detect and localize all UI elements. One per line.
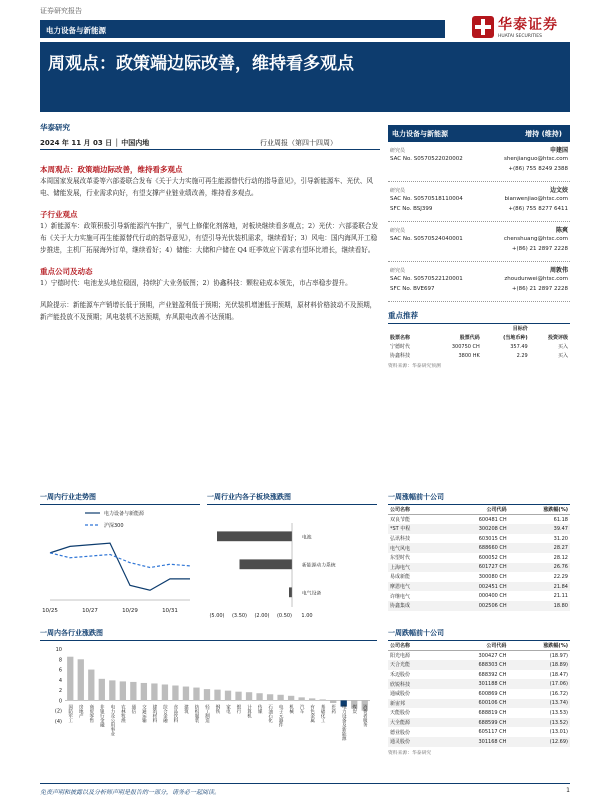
table-cell: 300208 CH — [440, 524, 508, 534]
y-tick-label: 10 — [55, 647, 62, 653]
risk-warning: 风险提示：新能源车产销增长低于预期，产业链盈利低于预期；光伏装机增速低于预期，原材料价格波动不及预期，新产能投放不及预期；风电装机不达预期，弃风限电改善不达预期。 — [40, 301, 377, 321]
category-label: 纺织服装 — [193, 704, 199, 723]
table-cell: 协鑫集成 — [388, 601, 440, 611]
bar — [277, 695, 283, 701]
table-cell: (13.74) — [508, 699, 570, 709]
category-label: 食品饮料 — [172, 704, 178, 723]
sac-number: SAC No. S0570522120001 — [390, 276, 463, 282]
report-kind: 行业周报（第四十四周） — [260, 139, 337, 147]
category-label: 银行 — [236, 704, 242, 714]
bar-label: 电池 — [302, 535, 312, 541]
table-cell: 电气风电 — [388, 543, 440, 553]
analyst-phone: +(86) 755 8249 2388 — [508, 166, 568, 172]
subsector-chart — [207, 492, 377, 627]
table-cell: 东望时代 — [390, 555, 411, 562]
table-header: 股票名称 — [390, 335, 411, 341]
table-cell: (16.72) — [549, 690, 568, 697]
table-title: 一周跌幅前十公司 — [388, 629, 444, 637]
category-label: 传媒 — [257, 704, 263, 714]
table-cell: 摩恩电气 — [388, 582, 440, 592]
analyst-email[interactable]: zhoudunwei@htsc.com — [504, 276, 568, 282]
chart-title: 一周内各行业涨跌图 — [40, 629, 103, 637]
industries-svg — [40, 641, 377, 781]
table-row — [388, 534, 570, 544]
category-label: 综合金融 — [162, 704, 168, 723]
table-cell: 39.47 — [509, 524, 570, 534]
industries-chart — [40, 628, 377, 783]
role: 研究员 — [390, 188, 406, 194]
table-row — [388, 737, 570, 747]
bar — [172, 686, 178, 701]
table-header: 公司名称 — [388, 641, 440, 651]
x-tick-label: 1.00 — [301, 613, 313, 619]
table-cell: 易成新能 — [390, 574, 411, 581]
y-tick-label: 4 — [58, 677, 62, 684]
bar — [130, 682, 136, 701]
table-row — [388, 553, 570, 563]
table-cell: 大全能源 — [388, 718, 440, 728]
table-cell: 21.84 — [509, 582, 570, 592]
table-row — [388, 563, 570, 573]
side-column — [388, 125, 570, 369]
bar — [330, 700, 336, 703]
table-row — [388, 718, 570, 728]
table-cell: (13.01) — [549, 729, 568, 736]
sac-number: SAC No. S0570522020002 — [390, 156, 463, 162]
category-label: 通信 — [130, 704, 136, 714]
table-cell: (18.89) — [508, 660, 570, 670]
y-tick-label: (4) — [54, 719, 62, 725]
logo-english: HUATAI SECURITIES — [498, 34, 543, 39]
table-cell: (18.47) — [549, 671, 568, 678]
bar-label: 电气设备 — [302, 591, 322, 597]
gainers-table — [388, 505, 570, 611]
table-header: 公司代码 — [440, 641, 509, 651]
analyst-phone: +(86) 21 2897 2228 — [511, 286, 568, 292]
table-cell: 宁德时代 — [390, 344, 411, 350]
category-label: 汽车 — [299, 704, 305, 714]
x-tick-label: 10/29 — [122, 608, 138, 614]
table-row — [388, 679, 570, 689]
table-cell: 600052 CH — [478, 554, 507, 561]
table-row — [388, 660, 570, 670]
bar — [67, 657, 73, 701]
org-name: 华泰研究 — [40, 123, 70, 132]
table-cell: 31.20 — [553, 535, 568, 542]
table-cell: 600481 CH — [478, 516, 507, 523]
analyst-email[interactable]: chenshuang@htsc.com — [503, 236, 568, 242]
bar — [320, 699, 326, 700]
top-losers — [388, 628, 570, 756]
table-cell: (18.97) — [549, 652, 568, 659]
bar — [288, 696, 294, 701]
category-label: 交通运输 — [141, 704, 147, 723]
rating-value: 增持 (维持) — [525, 130, 562, 138]
bar — [214, 690, 220, 701]
table-row — [388, 708, 570, 718]
table-header: 股票代码 — [459, 335, 480, 341]
table-row — [388, 727, 570, 737]
table-cell: 2.29 — [516, 352, 528, 359]
table-cell: 通威股份 — [390, 691, 411, 698]
x-tick-label: (5.00) — [209, 613, 225, 619]
table-row — [388, 591, 570, 601]
section-text: 1）宁德时代：电池龙头地位稳固，持续扩大业务版图；2）协鑫科技：颗粒硅成本领先，市占率稳步提升。 — [40, 279, 352, 287]
table-cell: 28.27 — [509, 543, 570, 553]
table-cell: 德业股份 — [390, 729, 411, 736]
page-number: 1 — [566, 787, 570, 794]
table-row — [388, 601, 570, 611]
table-row — [388, 670, 570, 680]
y-tick-label: (2) — [54, 708, 62, 715]
table-cell: 天能股份 — [390, 710, 411, 717]
table-cell: 禾迈股份 — [390, 672, 411, 679]
section-heading: 子行业观点 — [40, 210, 78, 219]
table-cell: 688660 CH — [440, 543, 508, 553]
key-stocks-title: 重点推荐 — [388, 310, 570, 324]
category-label: 家电 — [225, 704, 231, 714]
rating-banner — [388, 125, 570, 142]
table-cell: 301168 CH — [440, 737, 509, 747]
bar — [141, 683, 147, 700]
category-label: 建筑材料 — [151, 704, 157, 723]
section-text: 1）新能源车：政策积极引导新能源汽车推广，景气上修催化剂落地，对板块继续看多观点；2）光伏：六部委联合发布《关于大力实施可再生能源替代行动的指导意见》，有望引导光伏装机需求，继续看好；3）风电：国内海风开工稳步推进，主机厂拓展海外订单，继续看好；4）储能：大储和户储在 Q4 旺季效应下需求有望环比增长，继续看好。 — [40, 222, 379, 254]
disclaimer-note: 免责声明和披露以及分析师声明是报告的一部分，请务必一起阅读。 — [40, 789, 221, 796]
category-label: 非银行金融 — [99, 704, 105, 727]
table-row — [388, 524, 570, 534]
subsector-svg — [207, 505, 377, 625]
table-row — [388, 582, 570, 592]
x-tick-label: 10/25 — [42, 608, 58, 614]
bar — [204, 689, 210, 700]
report-title: 周观点：政策端边际改善，维持看多观点 — [48, 54, 354, 74]
role: 研究员 — [390, 228, 406, 234]
bar — [256, 693, 262, 700]
category-label: 计算机 — [246, 704, 252, 718]
table-cell: 357.49 — [510, 343, 528, 350]
table-cell: 18.80 — [509, 601, 570, 611]
bar — [120, 681, 126, 700]
category-label: 有色金属 — [309, 704, 315, 723]
table-header: 涨跌幅(%) — [508, 641, 570, 651]
bar — [183, 687, 189, 701]
analyst-phone: +(86) 755 8277 6411 — [508, 206, 568, 212]
x-tick-label: (0.50) — [276, 613, 293, 619]
table-cell: 3800 HK — [458, 352, 480, 359]
table-cell: 天合光能 — [388, 660, 440, 670]
analyst-card — [388, 222, 570, 262]
table-row — [388, 351, 570, 360]
table-cell: 002451 CH — [440, 582, 508, 592]
table-header: 涨跌幅(%) — [509, 505, 570, 515]
category-label: 电力及公用事业 — [109, 704, 115, 736]
category-label: 基础化工 — [320, 704, 326, 723]
category-label: 医药 — [330, 704, 336, 714]
bar — [309, 698, 315, 700]
table-cell: 688392 CH — [478, 671, 507, 678]
legend-label: 沪深300 — [104, 523, 124, 529]
table-cell: 000400 CH — [478, 593, 507, 600]
table-cell: 300427 CH — [478, 652, 507, 659]
title-banner — [40, 42, 570, 112]
series-line — [50, 543, 190, 590]
sfc-number: SFC No. BVE697 — [390, 286, 435, 292]
table-row — [388, 699, 570, 709]
bar — [235, 692, 241, 701]
table-cell: (17.06) — [508, 679, 570, 689]
table-cell: 688819 CH — [478, 709, 507, 716]
table-row — [388, 543, 570, 553]
industry-trend-chart — [40, 492, 200, 627]
category-label: 房地产 — [78, 704, 84, 718]
role: 研究员 — [390, 268, 406, 274]
analyst-list — [388, 142, 570, 302]
bar — [88, 670, 94, 701]
x-tick-label: (2.00) — [254, 613, 270, 619]
analyst-email[interactable]: bianwenjiao@htsc.com — [504, 196, 568, 202]
key-stocks-table — [388, 324, 570, 360]
bar — [109, 680, 115, 700]
analyst-card — [388, 182, 570, 222]
table-cell: 28.12 — [553, 554, 568, 561]
bar — [246, 692, 252, 700]
section-heading: 重点公司及动态 — [40, 267, 93, 276]
price-note: 目标价 — [512, 326, 528, 332]
bar — [298, 697, 304, 700]
category-label: 煤炭 — [351, 704, 357, 714]
chart-title: 一周内行业走势图 — [40, 493, 96, 501]
x-tick-label: 10/31 — [162, 608, 178, 614]
x-tick-label: 10/27 — [82, 608, 98, 614]
bar — [240, 559, 293, 569]
table-cell: 601727 CH — [440, 563, 508, 573]
analyst-name: 申建国 — [549, 147, 568, 154]
bar — [99, 679, 105, 701]
category-label: 农林牧渔 — [120, 704, 126, 723]
rating-sector: 电力设备与新能源 — [392, 130, 448, 138]
table-cell: 协鑫科技 — [390, 353, 411, 359]
table-cell: 弘讯科技 — [390, 536, 411, 543]
table-title: 一周涨幅前十公司 — [388, 493, 444, 501]
section-heading: 本周观点：政策端边际改善，维持看多观点 — [40, 165, 183, 174]
table-row — [388, 342, 570, 351]
bar — [289, 587, 292, 597]
table-cell: *ST 中程 — [388, 524, 440, 534]
analyst-name: 陈爽 — [555, 227, 568, 234]
table-cell: 22.29 — [553, 573, 568, 580]
top-gainers — [388, 492, 570, 611]
table-cell: 新宙邦 — [388, 699, 440, 709]
table-cell: 600106 CH — [440, 699, 509, 709]
table-cell: (12.69) — [508, 737, 570, 747]
table-row — [388, 651, 570, 661]
sfc-number: SFC No. BSJ399 — [390, 206, 433, 212]
analyst-name: 周敦伟 — [549, 267, 568, 274]
table-cell: 买入 — [557, 344, 568, 350]
table-cell: 603015 CH — [478, 535, 507, 542]
table-cell: 上海电气 — [388, 563, 440, 573]
table-cell: 许继电气 — [390, 593, 411, 600]
table-header: 公司名称 — [388, 505, 440, 515]
table-cell: 300750 CH — [451, 343, 480, 350]
bar — [217, 531, 292, 541]
category-label: 机械 — [288, 704, 294, 714]
table-cell: (13.53) — [549, 709, 568, 716]
table-cell: 688599 CH — [440, 718, 509, 728]
bar — [162, 684, 168, 700]
bar-label: 新能源动力系统 — [302, 563, 336, 569]
table-cell: (13.52) — [508, 718, 570, 728]
table-cell: 26.76 — [509, 563, 570, 573]
table-row — [388, 689, 570, 699]
y-tick-label: 2 — [58, 688, 62, 695]
source-note: 资料来源：华泰研究预测 — [388, 364, 441, 369]
report-date: 2024 年 11 月 03 日 │ 中国内地 — [40, 139, 150, 147]
table-cell: 605117 CH — [478, 729, 507, 736]
report-type-label: 证券研究报告 — [40, 7, 82, 15]
logo-name: 华泰证券 — [498, 17, 558, 33]
analyst-name: 边文姣 — [549, 187, 568, 194]
date-line — [40, 136, 380, 150]
analyst-phone: +(86) 21 2897 2228 — [511, 246, 568, 252]
bar — [225, 691, 231, 701]
table-row — [388, 515, 570, 525]
category-label: 轻工制造 — [204, 704, 210, 723]
category-label: 消费者服务 — [362, 704, 368, 727]
table-cell: 欣锐科技 — [388, 679, 440, 689]
analyst-card — [388, 262, 570, 302]
losers-table — [388, 641, 570, 747]
source-note: 资料来源：华泰研究 — [388, 750, 432, 756]
x-tick-label: (3.50) — [231, 613, 248, 619]
bar — [78, 659, 84, 700]
category-label: 电力设备及新能源 — [341, 704, 347, 741]
table-cell: 600869 CH — [478, 690, 507, 697]
chart-title: 一周行业内各子板块涨跌图 — [207, 493, 291, 501]
y-tick-label: 0 — [58, 698, 62, 705]
y-tick-label: 8 — [58, 657, 62, 664]
role: 研究员 — [390, 148, 406, 154]
category-label: 商贸零售 — [88, 704, 94, 723]
table-cell: 301188 CH — [440, 679, 509, 689]
company-logo — [472, 12, 572, 46]
bar — [267, 694, 273, 700]
table-header: 投资评级 — [547, 335, 568, 341]
footer — [40, 783, 570, 796]
sector-label: 电力设备与新能源 — [46, 26, 106, 35]
table-cell: 21.11 — [553, 593, 568, 600]
table-cell: 买入 — [557, 353, 568, 359]
legend-label: 电力设备与新能源 — [104, 511, 145, 517]
y-tick-label: 6 — [58, 667, 62, 674]
table-cell: 阳光电源 — [390, 653, 411, 660]
analyst-card — [388, 142, 570, 182]
category-label: 国防军工 — [67, 704, 73, 723]
sector-banner — [40, 20, 445, 38]
industry-trend-svg — [40, 505, 200, 625]
analyst-email[interactable]: shenjianguo@htsc.com — [503, 156, 568, 162]
logo-mark-icon — [472, 16, 494, 38]
table-cell: 通灵股份 — [388, 737, 440, 747]
bar — [151, 683, 157, 700]
sac-number: SAC No. S0570518110004 — [390, 196, 463, 202]
table-cell: 双良节能 — [390, 517, 411, 524]
table-cell: 61.18 — [553, 516, 568, 523]
bar — [193, 688, 199, 701]
category-label: 电子元器件 — [278, 704, 284, 727]
table-header: (当地币种) — [503, 335, 528, 341]
category-label: 建筑 — [183, 704, 189, 714]
category-label: 石油石化 — [267, 704, 273, 723]
table-cell: 300080 CH — [478, 573, 507, 580]
table-cell: 002506 CH — [440, 601, 508, 611]
table-cell: 688303 CH — [440, 660, 509, 670]
table-header: 公司代码 — [440, 505, 508, 515]
category-label: 钢铁 — [215, 704, 220, 714]
section-text: 本周国家发展改革委等六部委联合发布《关于大力实施可再生能源替代行动的指导意见》，引导新能源车、光伏、风电、储能发展，行业需求向好，有望支撑产业链业绩改善，维持看多观点。 — [40, 177, 373, 197]
sac-number: SAC No. S0570524040001 — [390, 236, 463, 242]
table-row — [388, 572, 570, 582]
